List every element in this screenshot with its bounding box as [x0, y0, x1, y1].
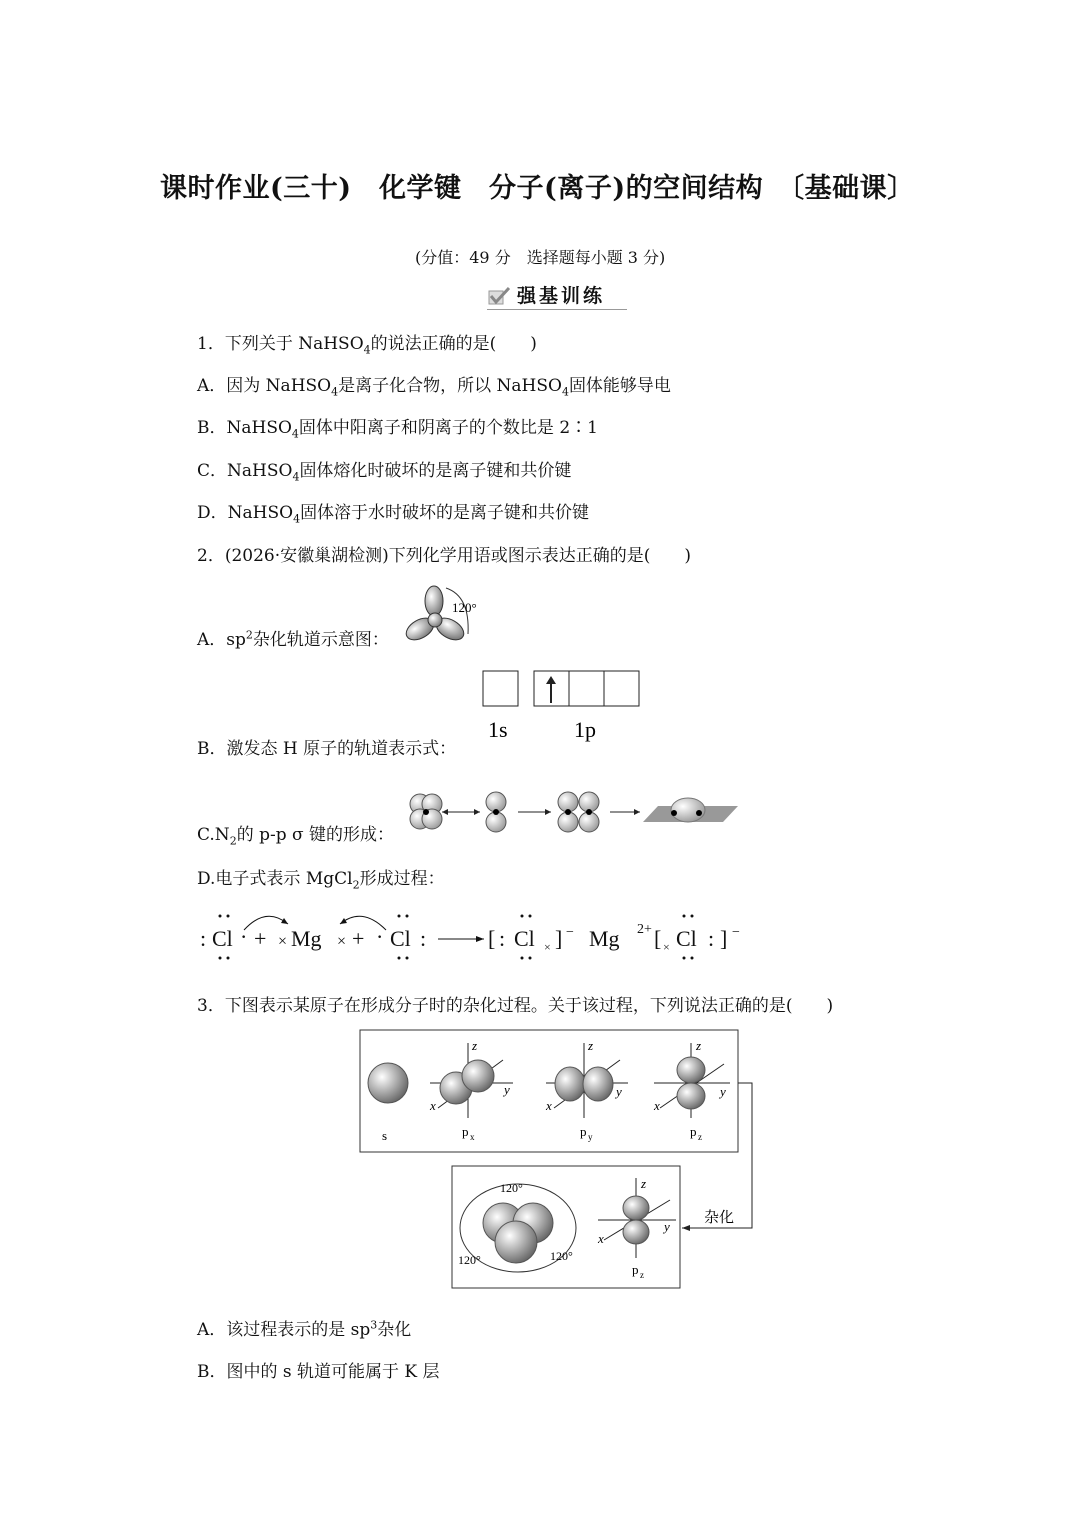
- question-1-stem: 1．下列关于 NaHSO$_4$的说法正确的是( ): [197, 334, 537, 357]
- check-icon: [487, 285, 513, 307]
- question-3-stem: 3．下图表示某原子在形成分子时的杂化过程。关于该过程，下列说法正确的是( ): [197, 996, 834, 1016]
- svg-text:+: +: [352, 926, 365, 951]
- mg-charge: 2+: [637, 922, 652, 937]
- svg-text:×: ×: [663, 940, 670, 954]
- hybridization-diagram: [358, 1028, 758, 1293]
- svg-text:z: z: [640, 1270, 644, 1280]
- svg-text:−: −: [566, 925, 574, 940]
- svg-text::: :: [420, 926, 427, 951]
- question-1-option-a: A．因为 NaHSO$_4$是离子化合物，所以 NaHSO$_4$固体能够导电: [197, 376, 671, 399]
- svg-text:−: −: [732, 925, 740, 940]
- svg-text:[: [: [654, 926, 662, 951]
- svg-text:120°: 120°: [550, 1249, 573, 1263]
- cl-2: Cl: [390, 926, 411, 951]
- svg-text:x: x: [654, 1098, 660, 1113]
- question-1-option-c: C．NaHSO$_4$固体熔化时破坏的是离子键和共价键: [197, 461, 572, 484]
- svg-text:y: y: [720, 1084, 726, 1099]
- question-1-option-b: B．NaHSO$_4$固体中阳离子和阴离子的个数比是 2∶1: [197, 418, 598, 441]
- question-3-option-b: B．图中的 s 轨道可能属于 K 层: [197, 1362, 440, 1382]
- svg-text:y: y: [616, 1084, 622, 1099]
- svg-text:s: s: [382, 1128, 388, 1143]
- label-1s: 1s: [488, 717, 508, 742]
- question-2-option-c: $C.N_2$的 p-p σ 键的形成：: [197, 825, 395, 848]
- mg: Mg: [291, 926, 322, 951]
- svg-text::: :: [200, 926, 207, 951]
- svg-text:120°: 120°: [500, 1181, 523, 1195]
- sigma-bond-diagram: [408, 788, 743, 838]
- sp2-orbital-diagram: [398, 582, 490, 644]
- svg-text:p: p: [580, 1124, 587, 1139]
- svg-text:y: y: [664, 1219, 670, 1234]
- svg-text:y: y: [504, 1082, 510, 1097]
- svg-text:[: [: [488, 926, 496, 951]
- svg-text:x: x: [546, 1098, 552, 1113]
- svg-text:p: p: [690, 1124, 697, 1139]
- svg-text:y: y: [588, 1132, 593, 1142]
- svg-text:×: ×: [278, 933, 288, 950]
- svg-text:x: x: [598, 1231, 604, 1246]
- svg-text:z: z: [641, 1176, 647, 1191]
- svg-text::: :: [708, 926, 715, 951]
- svg-text:x: x: [470, 1132, 475, 1142]
- svg-text:z: z: [472, 1038, 478, 1053]
- svg-text:p: p: [462, 1124, 469, 1139]
- svg-text:z: z: [588, 1038, 594, 1053]
- svg-text:]: ]: [720, 926, 728, 951]
- section-label: 强基训练: [517, 285, 606, 307]
- svg-text::: :: [499, 926, 506, 951]
- svg-text:+: +: [254, 926, 267, 951]
- svg-text:×: ×: [544, 940, 551, 954]
- svg-text:120°: 120°: [458, 1253, 481, 1267]
- section-header: [487, 281, 627, 310]
- question-2-option-d: D.电子式表示 MgCl$_2$形成过程：: [197, 869, 445, 892]
- mgcl2-formation-equation: [196, 906, 756, 966]
- question-2-option-a: A．$sp^2$杂化轨道示意图：: [197, 628, 389, 650]
- svg-text:x: x: [430, 1098, 436, 1113]
- svg-text:·: ·: [240, 924, 248, 949]
- svg-text:z: z: [696, 1038, 702, 1053]
- cl-4: Cl: [676, 926, 697, 951]
- question-3-option-a: A．该过程表示的是 $sp^3$杂化: [197, 1318, 412, 1340]
- question-2-stem: 2．(2026·安徽巢湖检测)下列化学用语或图示表达正确的是( ): [197, 546, 692, 566]
- question-2-option-b: B．激发态 H 原子的轨道表示式：: [197, 739, 457, 759]
- svg-text:z: z: [698, 1132, 702, 1142]
- svg-text:]: ]: [555, 926, 563, 951]
- cl-1: Cl: [212, 926, 233, 951]
- orbital-diagram: [480, 668, 650, 748]
- page-title: 课时作业(三十) 化学键 分子(离子)的空间结构 〔基础课〕: [160, 173, 915, 204]
- svg-text:p: p: [632, 1262, 639, 1277]
- angle-label: 120°: [452, 600, 477, 615]
- svg-text:×: ×: [337, 933, 347, 950]
- question-1-option-d: D．NaHSO$_4$固体溶于水时破坏的是离子键和共价键: [197, 503, 590, 526]
- svg-text:·: ·: [376, 924, 384, 949]
- mg-ion: Mg: [589, 926, 620, 951]
- score-info: (分值：49 分 选择题每小题 3 分): [415, 248, 666, 267]
- cl-3: Cl: [514, 926, 535, 951]
- label-1p: 1p: [574, 717, 596, 742]
- hybrid-label: 杂化: [704, 1210, 735, 1226]
